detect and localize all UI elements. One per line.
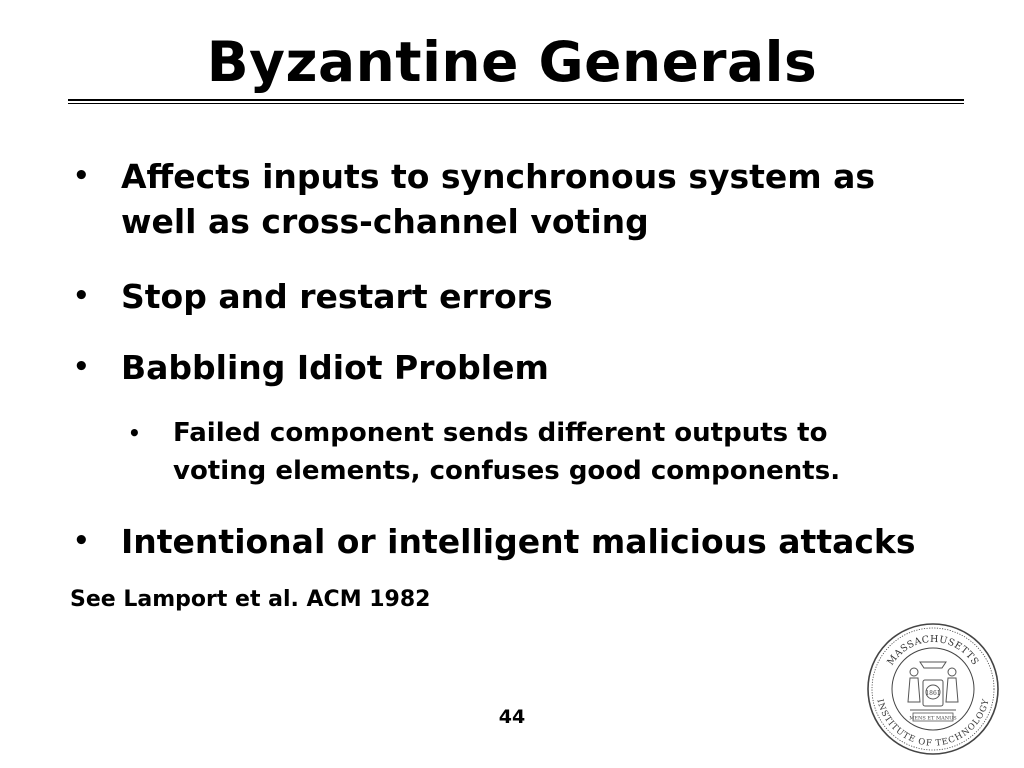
seal-year: 1861	[925, 690, 941, 697]
slide-title: Byzantine Generals	[206, 30, 818, 94]
bullet-line: Affects inputs to synchronous system as	[121, 157, 876, 196]
bullet-text	[121, 274, 553, 319]
bullet-text	[173, 414, 840, 490]
bullet-dot: •	[73, 161, 90, 191]
bullet-dot: •	[73, 281, 90, 311]
page-number: 44	[498, 706, 526, 728]
bullet-dot: •	[73, 352, 90, 382]
bullet-dot: •	[73, 526, 90, 556]
title-rule-bottom	[68, 103, 964, 104]
bullet-line: voting elements, confuses good components.	[173, 456, 841, 486]
bullet-text	[121, 154, 875, 244]
bullet-line: well as cross-channel voting	[121, 202, 649, 241]
mit-seal	[866, 622, 1000, 756]
title-rule-top	[68, 99, 964, 101]
seal-ring-bottom: INSTITUTE OF TECHNOLOGY	[874, 698, 992, 749]
bullet-line: Intentional or intelligent malicious attacks	[121, 522, 916, 561]
seal-motto: MENS ET MANUS	[909, 715, 957, 722]
bullet-text	[121, 519, 916, 564]
reference-note: See Lamport et al. ACM 1982	[70, 587, 431, 612]
bullet-dot: •	[128, 421, 141, 445]
seal-ring-top: MASSACHUSETTS	[885, 633, 981, 668]
bullet-line: Stop and restart errors	[121, 277, 553, 316]
bullet-text	[121, 345, 549, 390]
bullet-line: Babbling Idiot Problem	[121, 348, 549, 387]
bullet-line: Failed component sends different outputs to	[173, 418, 828, 448]
